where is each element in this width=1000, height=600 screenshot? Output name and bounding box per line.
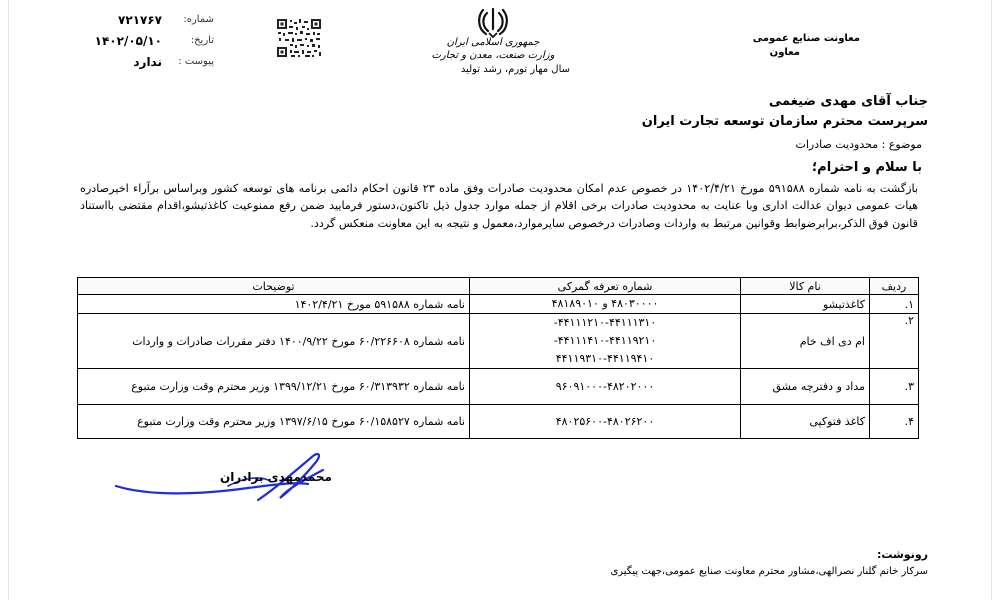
tariff-code-line: ۴۴۱۱۱۲۱۰-۴۴۱۱۱۳۱۰- [553, 316, 657, 329]
items-table [77, 277, 919, 439]
row-number: ۲. [870, 314, 919, 369]
number-label: شماره: [183, 14, 214, 25]
row-number: ۴. [870, 405, 919, 439]
row-number: ۳. [870, 369, 919, 405]
table-row [78, 314, 919, 369]
qr-code-icon [276, 18, 322, 58]
tariff-code-line: ۴۸۰۳۰۰۰۰ و ۴۸۱۸۹۰۱۰ [551, 297, 659, 310]
item-description: نامه شماره ۶۰/۱۵۸۵۲۷ مورخ ۱۳۹۷/۶/۱۵ وزیر محترم وقت وزارت متبوع [78, 405, 470, 439]
table-row [78, 295, 919, 314]
item-name: مداد و دفترچه مشق [741, 369, 870, 405]
item-description: نامه شماره ۶۰/۳۱۳۹۳۲ مورخ ۱۳۹۹/۱۲/۲۱ وزیر محترم وقت وزارت متبوع [78, 369, 470, 405]
table-row [78, 405, 919, 439]
body-paragraph: بازگشت به نامه شماره ۵۹۱۵۸۸ مورخ ۱۴۰۲/۴/۲۱ در خصوص عدم امکان محدودیت صادرات وفق ماده ۲۳ قانون احکام دائمی برنامه های توسعه کشور وبراساس برآراء اخیرصادره هیات عمومی دیوان عدالت اداری وبا عنایت به محدودیت صادرات برخی اقلام از جمله موارد جدول ذیل تاکنون،دستور فرمایید ضمن رفع ممنوعیت کاغذتیشو،اقدام مقتضی بااستناد قانون فوق الذکر،برابرضوابط وقوانین مرتبط به واردات وصادرات درخصوص سایرموارد،معمول و نتیجه به این معاونت منعکس گردد. [80, 182, 918, 230]
number-value: ۷۲۱۷۶۷ [118, 13, 162, 27]
column-header-tariff: شماره تعرفه گمرکی [470, 278, 741, 295]
item-name: کاغذتیشو [741, 295, 870, 314]
column-header-row-number: ردیف [870, 278, 919, 295]
department-line-1: معاونت صنایع عمومی [752, 33, 860, 44]
item-description: نامه شماره ۶۰/۲۲۶۶۰۸ مورخ ۱۴۰۰/۹/۲۲ دفتر مقررات صادرات و واردات [78, 314, 470, 369]
table-row [78, 369, 919, 405]
department-line-2: معاون [769, 47, 800, 58]
tariff-codes [470, 369, 741, 405]
tariff-codes [470, 405, 741, 439]
tariff-code-line: ۴۸۰۲۵۶۰۰-۴۸۰۲۶۲۰۰ [555, 414, 655, 428]
attachment-label: پیوست : [178, 56, 214, 67]
attachment-value: ندارد [133, 55, 162, 69]
column-header-item-name: نام کالا [741, 278, 870, 295]
date-label: تاریخ: [190, 35, 214, 46]
ministry-line-1: جمهوری اسلامی ایران [446, 37, 540, 48]
table-header-row [78, 278, 919, 295]
item-name: کاغذ فتوکپی [741, 405, 870, 439]
column-header-description: توضیحات [78, 278, 470, 295]
tariff-code-line: ۴۴۱۱۱۴۱۰-۴۴۱۱۹۲۱۰- [553, 334, 657, 347]
tariff-codes [470, 295, 741, 314]
item-description: نامه شماره ۵۹۱۵۸۸ مورخ ۱۴۰۲/۴/۲۱ [78, 295, 470, 314]
tariff-codes [470, 314, 741, 369]
slogan: سال مهار تورم، رشد تولید [460, 64, 570, 75]
tariff-code-line: ۹۶۰۹۱۰۰۰-۴۸۲۰۲۰۰۰ [555, 379, 655, 393]
tariff-code-line: ۴۴۱۱۹۳۱۰-۴۴۱۱۹۴۱۰ [555, 352, 655, 365]
item-name: ام دی اف خام [741, 314, 870, 369]
signer-name: محمدمهدی برادران [219, 470, 332, 484]
subject-line: موضوع : محدودیت صادرات [795, 138, 922, 151]
ministry-line-2: وزارت صنعت، معدن و تجارت [431, 50, 555, 61]
recipient-title: سرپرست محترم سازمان توسعه تجارت ایران [641, 114, 928, 129]
iran-emblem-icon [476, 5, 510, 39]
date-value: ۱۴۰۲/۰۵/۱۰ [94, 34, 162, 48]
salutation: با سلام و احترام؛ [811, 160, 922, 175]
row-number: ۱. [870, 295, 919, 314]
cc-heading: رونوشت: [876, 548, 928, 561]
cc-line: سرکار خانم گلنار نصرالهی،مشاور محترم معاونت صنایع عمومی،جهت پیگیری [610, 566, 928, 577]
recipient-name: جناب آقای مهدی ضیغمی [768, 94, 928, 109]
